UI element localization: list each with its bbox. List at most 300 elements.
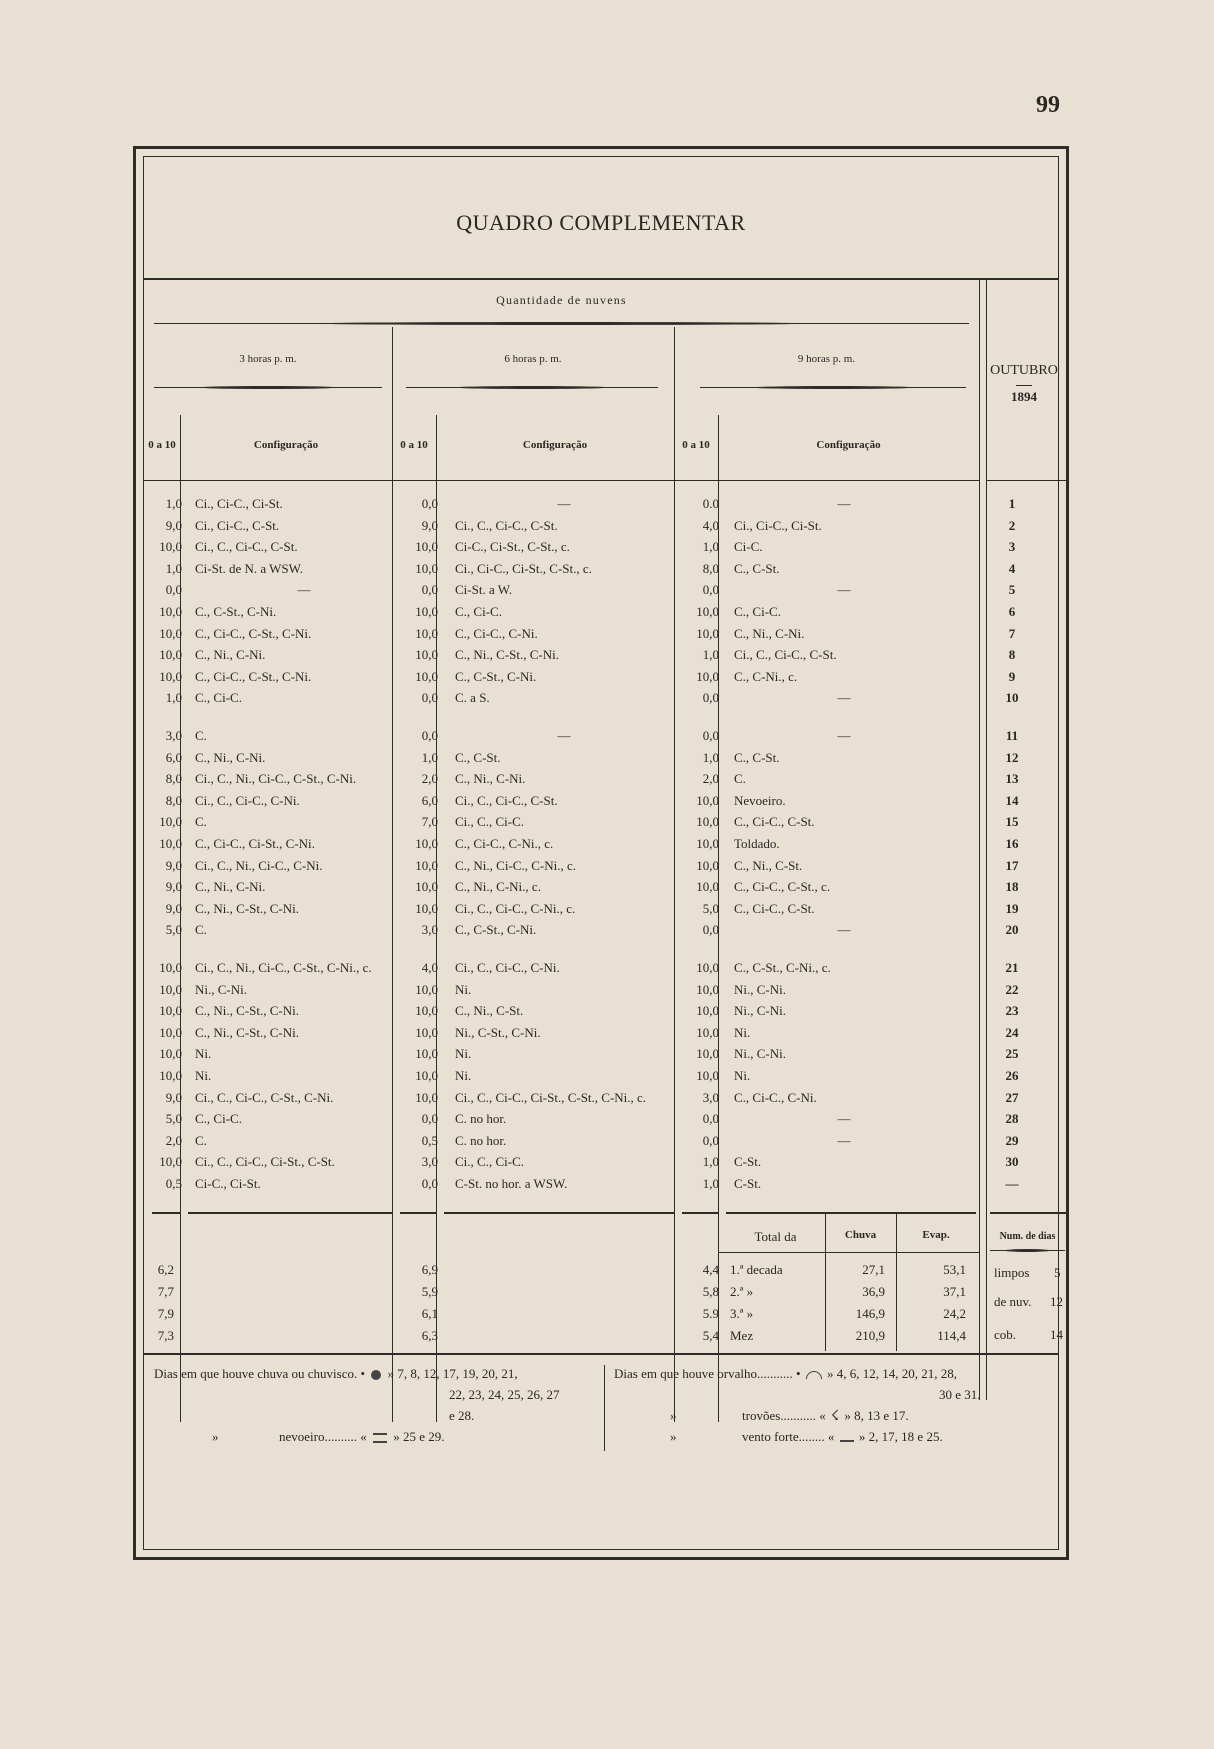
- scale-header-3pm: 0 a 10: [148, 439, 176, 451]
- day-number: 15: [1005, 814, 1019, 830]
- day-number: 26: [1005, 1068, 1019, 1083]
- config-9pm: C., Ci-C., C-St.: [734, 814, 815, 830]
- config-3pm: C.: [195, 1132, 207, 1148]
- config-3pm: C., Ni., C-Ni.: [195, 749, 266, 765]
- total-header: Total da: [754, 1229, 797, 1244]
- config-header-3pm: Configuração: [253, 439, 319, 451]
- rain-total: 27,1: [862, 1262, 885, 1277]
- day-number: 25: [1005, 1046, 1019, 1062]
- group-header: Quantidade de nuvens: [496, 293, 627, 307]
- days-header: Num. de dias: [999, 1231, 1056, 1242]
- scale-6pm: 0,0: [421, 496, 438, 511]
- config-6pm: C., C-St., C-Ni.: [455, 922, 537, 938]
- config-9pm: C., Ci-C., C-St., c.: [734, 879, 831, 895]
- scale-6pm: 6,0: [421, 792, 438, 808]
- rain-total: 210,9: [855, 1328, 885, 1343]
- config-9pm: Ni.: [734, 1024, 751, 1040]
- config-3pm: Ci., C., Ni., Ci-C., C-St., C-Ni., c.: [195, 960, 372, 975]
- scale-9pm: 10,0: [696, 879, 719, 895]
- scale-9pm: 10,0: [696, 1003, 719, 1019]
- average-3pm: 7,3: [157, 1328, 174, 1343]
- scale-9pm: 1,0: [702, 1176, 719, 1191]
- fog-mark: »: [212, 1429, 219, 1444]
- cob-value: 14: [1050, 1327, 1063, 1342]
- page-number: 99: [1036, 92, 1060, 118]
- scale-3pm: 9,0: [165, 857, 182, 873]
- average-6pm: 6,3: [421, 1328, 438, 1343]
- config-3pm: C., Ci-C., C-St., C-Ni.: [195, 668, 312, 684]
- scale-9pm: 10,0: [696, 1068, 719, 1083]
- config-9pm: Ni.: [734, 1068, 751, 1083]
- page-title: QUADRO COMPLEMENTAR: [456, 210, 746, 235]
- config-9pm: Ci-C.: [734, 539, 763, 555]
- scale-6pm: 0,5: [421, 1132, 438, 1148]
- average-9pm: 5,8: [702, 1284, 719, 1299]
- day-number: 17: [1005, 857, 1019, 873]
- scale-6pm: 4,0: [421, 960, 438, 975]
- config-9pm: C., Ni., C-St.: [734, 857, 803, 873]
- day-number: 9: [1008, 668, 1016, 684]
- scale-3pm: 1,0: [165, 496, 182, 511]
- scale-6pm: 9,0: [421, 517, 438, 533]
- period-label: Mez: [730, 1328, 754, 1343]
- period-label: 2.ª »: [730, 1284, 754, 1299]
- config-3pm: C.: [195, 728, 207, 743]
- config-6pm: C. no hor.: [455, 1132, 507, 1148]
- evaporation-total: 114,4: [937, 1328, 966, 1343]
- config-3pm: Ci., C., Ni., Ci-C., C-Ni.: [195, 857, 323, 873]
- scale-6pm: 0,0: [421, 690, 438, 706]
- time-header-9pm: 9 horas p. m.: [797, 353, 856, 365]
- fog-days: » 25 e 29.: [393, 1429, 445, 1444]
- config-6pm: C., Ni., C-St., C-Ni.: [455, 647, 560, 663]
- config-9pm: —: [837, 1132, 851, 1148]
- scale-9pm: 0,0: [702, 690, 719, 706]
- period-label: 3.ª »: [730, 1306, 754, 1321]
- fog-icon: [373, 1433, 387, 1443]
- month-header: OUTUBRO: [990, 363, 1058, 378]
- config-9pm: Ni., C-Ni.: [734, 1046, 786, 1062]
- nuv-label: de nuv.: [994, 1294, 1032, 1309]
- scale-3pm: 1,0: [165, 560, 182, 576]
- scale-9pm: 10,0: [696, 792, 719, 808]
- config-9pm: —: [837, 582, 851, 598]
- scale-3pm: 10,0: [159, 836, 182, 851]
- average-3pm: 7,9: [157, 1306, 174, 1321]
- config-3pm: Ni., C-Ni.: [195, 981, 247, 997]
- scale-6pm: 10,0: [415, 900, 438, 916]
- dew-icon: [806, 1371, 822, 1379]
- scale-6pm: 0,0: [421, 728, 438, 743]
- scale-6pm: 0,0: [421, 1111, 438, 1127]
- config-9pm: C.: [734, 771, 746, 787]
- config-6pm: C., Ci-C.: [455, 604, 502, 619]
- config-9pm: Ni., C-Ni.: [734, 1003, 786, 1019]
- scale-9pm: 0,0: [702, 582, 719, 598]
- config-header-6pm: Configuração: [522, 439, 588, 451]
- scale-9pm: 10,0: [696, 836, 719, 851]
- scale-3pm: 5,0: [165, 922, 182, 938]
- table-row: [144, 728, 1069, 749]
- config-9pm: C., C-St.: [734, 560, 780, 576]
- table-row: [144, 1176, 1069, 1197]
- table-row: [144, 518, 1069, 539]
- period-label: 1.ª decada: [730, 1262, 783, 1277]
- scale-9pm: 2,0: [702, 771, 719, 787]
- config-6pm: C., Ni., C-St.: [455, 1003, 524, 1019]
- scale-9pm: 1,0: [702, 749, 719, 765]
- nuv-value: 12: [1050, 1294, 1063, 1309]
- table-row: [144, 901, 1069, 922]
- config-3pm: C., Ci-C.: [195, 690, 242, 706]
- config-6pm: C-St. no hor. a WSW.: [455, 1176, 568, 1191]
- chuva-header: Chuva: [844, 1229, 877, 1241]
- day-number: 19: [1005, 900, 1019, 916]
- config-9pm: Toldado.: [734, 836, 780, 851]
- scale-6pm: 10,0: [415, 981, 438, 997]
- table-row: [144, 1025, 1069, 1046]
- config-3pm: Ni.: [195, 1046, 212, 1062]
- dew-days-cont: 30 e 31.: [939, 1387, 981, 1402]
- config-3pm: C., C-St., C-Ni.: [195, 604, 277, 619]
- config-3pm: Ci., C., Ni., Ci-C., C-St., C-Ni.: [195, 771, 357, 787]
- config-3pm: Ci., C., Ci-C., C-St., C-Ni.: [195, 1089, 334, 1105]
- wind-icon: [840, 1435, 854, 1442]
- dew-label: Dias em que houve orvalho........... •: [614, 1366, 801, 1381]
- scale-6pm: 10,0: [415, 560, 438, 576]
- table-row: [144, 1154, 1069, 1175]
- config-3pm: C., Ci-C., Ci-St., C-Ni.: [195, 836, 315, 851]
- table-row: [144, 858, 1069, 879]
- config-9pm: Nevoeiro.: [734, 792, 786, 808]
- day-number: 30: [1005, 1154, 1019, 1170]
- config-3pm: —: [297, 582, 311, 598]
- config-3pm: C., Ni., C-St., C-Ni.: [195, 1024, 300, 1040]
- config-6pm: C., Ci-C., C-Ni.: [455, 625, 538, 641]
- config-9pm: Ci., C., Ci-C., C-St.: [734, 647, 837, 663]
- scale-3pm: 10,0: [159, 625, 182, 641]
- scale-3pm: 2,0: [165, 1132, 182, 1148]
- day-number: 21: [1005, 960, 1019, 975]
- config-3pm: Ci-St. de N. a WSW.: [195, 560, 303, 576]
- cob-label: cob.: [994, 1327, 1017, 1342]
- table-row: [144, 496, 1069, 517]
- day-number: 20: [1005, 922, 1019, 938]
- evaporation-total: 24,2: [943, 1306, 966, 1321]
- config-3pm: C., Ni., C-St., C-Ni.: [195, 1003, 300, 1019]
- table-frame: [133, 146, 1069, 1560]
- scale-6pm: 10,0: [415, 604, 438, 619]
- config-6pm: C., Ni., C-Ni., c.: [455, 879, 541, 895]
- scale-9pm: 5,0: [702, 900, 719, 916]
- scale-6pm: 3,0: [421, 1154, 438, 1170]
- scale-3pm: 10,0: [159, 1046, 182, 1062]
- config-3pm: Ci., C., Ci-C., C-St.: [195, 539, 298, 555]
- average-6pm: 6,1: [421, 1306, 438, 1321]
- average-9pm: 5.9: [702, 1306, 719, 1321]
- evaporation-total: 37,1: [943, 1284, 966, 1299]
- config-9pm: —: [837, 496, 851, 511]
- thunder-label: trovões........... «: [742, 1408, 826, 1423]
- scale-6pm: 10,0: [415, 879, 438, 895]
- config-6pm: Ni.: [455, 1046, 472, 1062]
- config-3pm: Ci., C., Ci-C., Ci-St., C-St.: [195, 1154, 335, 1170]
- config-9pm: C., Ci-C.: [734, 604, 781, 619]
- config-3pm: C., Ci-C.: [195, 1111, 242, 1127]
- limpos-label: limpos: [994, 1265, 1030, 1280]
- table-row: [144, 539, 1069, 560]
- rain-days: » 7, 8, 12, 17, 19, 20, 21,: [387, 1366, 518, 1381]
- scale-9pm: 3,0: [702, 1089, 719, 1105]
- day-number: 4: [1008, 560, 1016, 576]
- config-9pm: C., Ci-C., C-Ni.: [734, 1089, 817, 1105]
- scale-3pm: 5,0: [165, 1111, 182, 1127]
- table-row: [144, 1046, 1069, 1067]
- config-6pm: C., Ni., C-Ni.: [455, 771, 526, 787]
- config-9pm: Ni., C-Ni.: [734, 981, 786, 997]
- table-row: [144, 647, 1069, 668]
- config-6pm: —: [557, 728, 571, 743]
- table-row: [144, 690, 1069, 711]
- config-6pm: Ci., C., Ci-C.: [455, 814, 524, 830]
- table-row: [144, 1003, 1069, 1024]
- scale-6pm: 0,0: [421, 582, 438, 598]
- time-header-3pm: 3 horas p. m.: [239, 353, 297, 365]
- scale-9pm: 1,0: [702, 539, 719, 555]
- scale-3pm: 9,0: [165, 517, 182, 533]
- scale-9pm: 0,0: [702, 1111, 719, 1127]
- scale-9pm: 0,0: [702, 922, 719, 938]
- day-number: 2: [1008, 517, 1016, 533]
- config-9pm: C-St.: [734, 1176, 762, 1191]
- config-6pm: Ni.: [455, 981, 472, 997]
- scale-3pm: 10,0: [159, 539, 182, 555]
- scale-6pm: 10,0: [415, 625, 438, 641]
- wind-label: vento forte........ «: [742, 1429, 835, 1444]
- thunder-mark: »: [670, 1408, 677, 1423]
- day-number: 22: [1005, 981, 1019, 997]
- year-header: 1894: [1011, 389, 1037, 404]
- table-row: [144, 836, 1069, 857]
- config-9pm: Ci., Ci-C., Ci-St.: [734, 517, 822, 533]
- table-row: [144, 626, 1069, 647]
- config-6pm: Ci., C., Ci-C., C-St.: [455, 517, 558, 533]
- average-6pm: 5,9: [421, 1284, 438, 1299]
- table-inner-frame: [143, 156, 1063, 1550]
- table-row: [144, 669, 1069, 690]
- fog-label: nevoeiro.......... «: [279, 1429, 367, 1444]
- config-9pm: —: [837, 690, 851, 706]
- rain-days-cont1: 22, 23, 24, 25, 26, 27: [449, 1387, 560, 1402]
- scale-6pm: 10,0: [415, 1003, 438, 1019]
- table-row: [144, 1090, 1069, 1111]
- table-row: [144, 814, 1069, 835]
- scale-6pm: 7,0: [421, 814, 438, 830]
- config-3pm: Ci-C., Ci-St.: [195, 1176, 261, 1191]
- config-3pm: Ci., C., Ci-C., C-Ni.: [195, 792, 300, 808]
- config-6pm: C. no hor.: [455, 1111, 507, 1127]
- config-9pm: C., Ni., C-Ni.: [734, 625, 805, 641]
- thunder-days: » 8, 13 e 17.: [844, 1408, 909, 1423]
- rain-total: 36,9: [862, 1284, 885, 1299]
- scale-9pm: 10,0: [696, 814, 719, 830]
- day-number: 29: [1005, 1132, 1019, 1148]
- scale-3pm: 10,0: [159, 1154, 182, 1170]
- config-3pm: C.: [195, 922, 207, 938]
- scale-3pm: 9,0: [165, 900, 182, 916]
- config-6pm: Ci-St. a W.: [455, 582, 513, 598]
- config-9pm: —: [837, 922, 851, 938]
- day-number: 11: [1005, 728, 1019, 743]
- config-9pm: C., C-St.: [734, 749, 780, 765]
- scale-9pm: 10,0: [696, 1046, 719, 1062]
- scale-9pm: 0,0: [702, 1132, 719, 1148]
- config-3pm: C., Ni., C-Ni.: [195, 647, 266, 663]
- scale-3pm: 8,0: [165, 771, 182, 787]
- scale-header-9pm: 0 a 10: [682, 439, 710, 451]
- limpos-value: 5: [1054, 1265, 1061, 1280]
- config-6pm: —: [557, 496, 571, 511]
- day-number: 7: [1008, 625, 1016, 641]
- scale-3pm: 10,0: [159, 1024, 182, 1040]
- scale-9pm: 10,0: [696, 857, 719, 873]
- scale-6pm: 10,0: [415, 1068, 438, 1083]
- config-6pm: C., Ni., Ci-C., C-Ni., c.: [455, 857, 576, 873]
- scale-9pm: 10,0: [696, 668, 719, 684]
- thunder-icon: ☇: [831, 1409, 840, 1424]
- day-number: —: [1005, 1176, 1019, 1191]
- day-number: 23: [1005, 1003, 1019, 1019]
- scale-9pm: 10,0: [696, 1024, 719, 1040]
- evap-header: Evap.: [922, 1229, 950, 1241]
- config-6pm: Ni.: [455, 1068, 472, 1083]
- day-number: 16: [1005, 836, 1019, 851]
- scale-6pm: 10,0: [415, 1046, 438, 1062]
- scale-3pm: 10,0: [159, 814, 182, 830]
- config-6pm: Ni., C-St., C-Ni.: [455, 1024, 541, 1040]
- day-number: 6: [1008, 604, 1016, 619]
- config-header-9pm: Configuração: [816, 439, 881, 451]
- scale-9pm: 8,0: [702, 560, 719, 576]
- scale-3pm: 8,0: [165, 792, 182, 808]
- config-6pm: C., C-St., C-Ni.: [455, 668, 537, 684]
- scale-3pm: 10,0: [159, 668, 182, 684]
- scale-header-6pm: 0 a 10: [400, 439, 428, 451]
- scale-9pm: 10,0: [696, 625, 719, 641]
- table-row: [144, 1068, 1069, 1089]
- day-number: 27: [1005, 1089, 1019, 1105]
- scale-6pm: 10,0: [415, 647, 438, 663]
- table-row: [144, 561, 1069, 582]
- rain-days-cont2: e 28.: [449, 1408, 475, 1423]
- day-number: 10: [1005, 690, 1019, 706]
- config-6pm: C. a S.: [455, 690, 490, 706]
- scale-9pm: 10,0: [696, 960, 719, 975]
- table-row: [144, 1111, 1069, 1132]
- scale-3pm: 10,0: [159, 1003, 182, 1019]
- scale-6pm: 0,0: [421, 1176, 438, 1191]
- day-number: 14: [1005, 792, 1019, 808]
- wind-days: » 2, 17, 18 e 25.: [858, 1429, 943, 1444]
- scale-9pm: 0.0: [702, 496, 719, 511]
- day-number: 8: [1008, 647, 1016, 663]
- scale-3pm: 10,0: [159, 960, 182, 975]
- day-number: 28: [1005, 1111, 1019, 1127]
- scale-9pm: 1,0: [702, 647, 719, 663]
- day-number: 3: [1008, 539, 1016, 555]
- table-row: [144, 960, 1069, 981]
- scale-3pm: 10,0: [159, 1068, 182, 1083]
- config-6pm: Ci., C., Ci-C.: [455, 1154, 524, 1170]
- config-9pm: C., C-St., C-Ni., c.: [734, 960, 831, 975]
- config-9pm: C., Ci-C., C-St.: [734, 900, 815, 916]
- table-row: [144, 771, 1069, 792]
- scale-9pm: 10,0: [696, 981, 719, 997]
- scale-6pm: 3,0: [421, 922, 438, 938]
- table-row: [144, 982, 1069, 1003]
- table-row: [144, 604, 1069, 625]
- config-3pm: C., Ni., C-Ni.: [195, 879, 266, 895]
- config-6pm: Ci., C., Ci-C., Ci-St., C-St., C-Ni., c.: [455, 1089, 647, 1105]
- average-9pm: 5,4: [702, 1328, 719, 1343]
- scale-6pm: 10,0: [415, 668, 438, 684]
- config-6pm: Ci., C., Ci-C., C-Ni., c.: [455, 900, 576, 916]
- scale-9pm: 10,0: [696, 604, 719, 619]
- table-row: [144, 1133, 1069, 1154]
- scale-3pm: 6,0: [165, 749, 182, 765]
- day-number: 24: [1005, 1024, 1019, 1040]
- config-6pm: Ci-C., Ci-St., C-St., c.: [455, 539, 570, 555]
- dew-days: » 4, 6, 12, 14, 20, 21, 28,: [827, 1366, 958, 1381]
- scale-6pm: 1,0: [421, 749, 438, 765]
- evaporation-total: 53,1: [943, 1262, 966, 1277]
- config-3pm: Ci., Ci-C., C-St.: [195, 517, 280, 533]
- config-3pm: Ni.: [195, 1068, 212, 1083]
- average-3pm: 6,2: [157, 1262, 174, 1277]
- scale-6pm: 2,0: [421, 771, 438, 787]
- scale-6pm: 10,0: [415, 1089, 438, 1105]
- rain-label: Dias em que houve chuva ou chuvisco. •: [154, 1366, 366, 1381]
- average-6pm: 6,9: [421, 1262, 438, 1277]
- table-row: [144, 582, 1069, 603]
- scale-3pm: 9,0: [165, 879, 182, 895]
- table-row: [144, 750, 1069, 771]
- day-number: 12: [1005, 749, 1019, 765]
- scale-3pm: 0,5: [165, 1176, 182, 1191]
- scale-3pm: 10,0: [159, 647, 182, 663]
- rain-total: 146,9: [855, 1306, 885, 1321]
- average-3pm: 7,7: [157, 1284, 174, 1299]
- config-3pm: Ci., Ci-C., Ci-St.: [195, 496, 283, 511]
- config-9pm: C-St.: [734, 1154, 762, 1170]
- average-9pm: 4,4: [702, 1262, 719, 1277]
- config-3pm: C.: [195, 814, 207, 830]
- config-6pm: Ci., Ci-C., Ci-St., C-St., c.: [455, 560, 592, 576]
- scale-6pm: 10,0: [415, 857, 438, 873]
- config-6pm: C., Ci-C., C-Ni., c.: [455, 836, 554, 851]
- scale-6pm: 10,0: [415, 1024, 438, 1040]
- wind-mark: »: [670, 1429, 677, 1444]
- table-row: [144, 879, 1069, 900]
- scale-6pm: 10,0: [415, 836, 438, 851]
- scale-3pm: 9,0: [165, 1089, 182, 1105]
- time-header-6pm: 6 horas p. m.: [504, 353, 562, 365]
- day-number: 5: [1008, 582, 1016, 598]
- scale-3pm: 1,0: [165, 690, 182, 706]
- table-row: [144, 793, 1069, 814]
- config-6pm: C., C-St.: [455, 749, 501, 765]
- config-3pm: C., Ci-C., C-St., C-Ni.: [195, 625, 312, 641]
